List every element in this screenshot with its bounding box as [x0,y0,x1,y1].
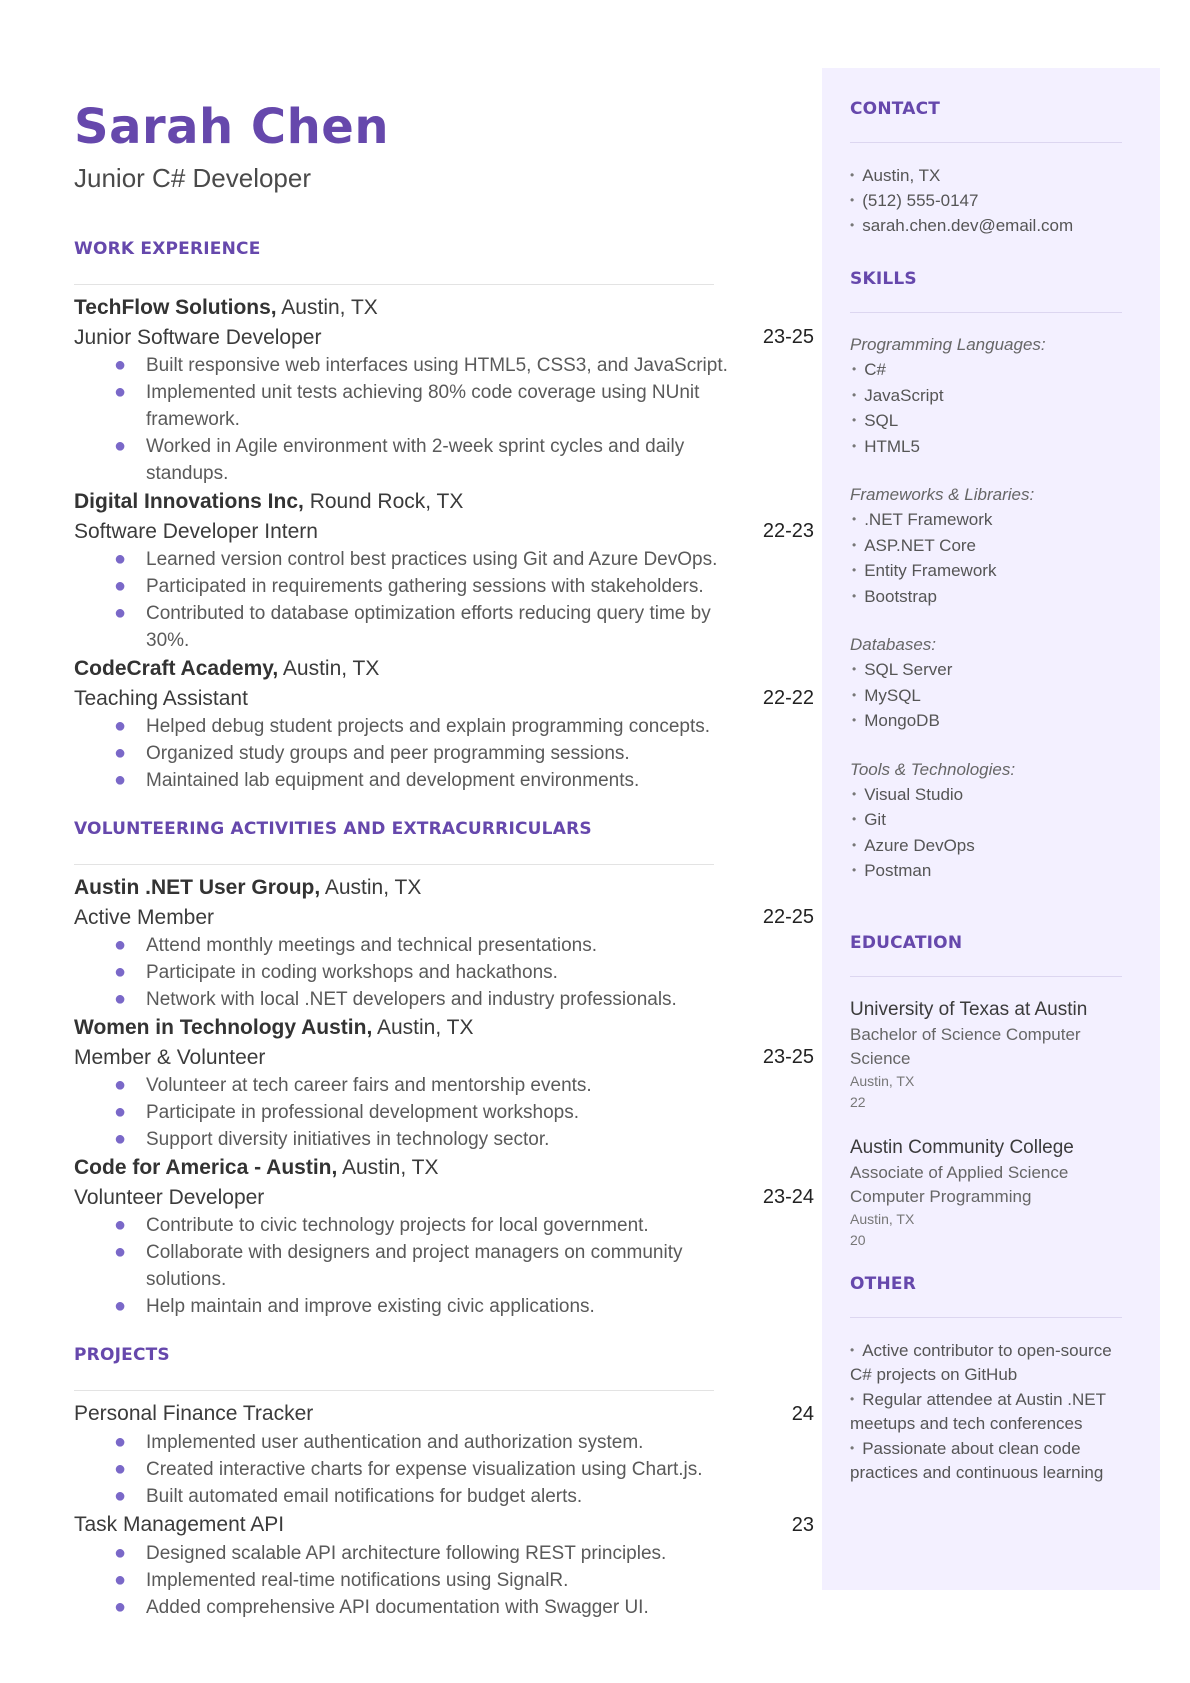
small-dot-icon: • [850,1391,855,1406]
project-date: 23 [791,1514,814,1536]
experience-entry [74,1153,814,1320]
project-name: Task Management API [74,1513,285,1536]
bullet-item [74,1483,754,1510]
other-item [850,1338,1124,1387]
bullet-item [74,1293,754,1320]
skill-text: C# [864,360,886,379]
degree: Bachelor of Science Computer Science [850,1024,1081,1068]
role-title: Member & Volunteer [74,1046,266,1069]
bullet-item [74,379,754,433]
bullet-text: Participate in coding workshops and hackathons. [146,962,558,983]
skill-item [850,357,1124,383]
divider [74,1390,714,1391]
skill-text: Bootstrap [864,586,937,606]
bullet-item [74,1239,754,1293]
bullet-dot-icon: ● [114,1485,127,1507]
experience-entry [74,1013,814,1153]
bullet-dot-icon: ● [114,1458,127,1480]
date-range: 22-25 [762,906,814,928]
small-dot-icon: • [852,362,857,376]
contact-item [850,188,1124,213]
skill-text: Git [864,810,886,829]
skill-category: Frameworks & Libraries: [850,485,1035,504]
bullet-text: Contribute to civic technology projects for local government. [146,1215,649,1236]
divider [850,312,1122,313]
bullet-dot-icon: ● [114,769,127,791]
section-heading: PROJECTS [74,1345,170,1365]
skill-group [850,633,1124,734]
degree: Associate of Applied Science Computer Programming [850,1162,1069,1206]
role-row [74,1043,814,1072]
company-location: Austin, TX [324,876,422,899]
bullet-item [74,1072,754,1099]
company-name: Women in Technology Austin, [74,1016,373,1039]
divider [850,976,1122,977]
skill-group [850,758,1124,884]
divider [850,142,1122,143]
bullet-dot-icon: ● [114,354,127,376]
bullet-list [74,932,814,1013]
role-row [74,903,814,932]
divider [74,864,714,865]
skill-item [850,558,1124,584]
small-dot-icon: • [852,786,857,801]
bullet-item [74,433,754,487]
skill-text: Visual Studio [864,784,964,804]
small-dot-icon: • [852,512,857,526]
small-dot-icon: • [852,687,857,702]
bullet-text: Learned version control best practices using Git and Azure DevOps. [146,549,718,570]
role-title: Volunteer Developer [74,1186,265,1209]
bullet-dot-icon: ● [114,548,127,570]
small-dot-icon: • [852,413,857,427]
bullet-list [74,546,814,654]
bullet-item [74,1567,754,1594]
bullet-dot-icon: ● [114,1431,127,1453]
contact-text: (512) 555-0147 [862,191,979,210]
bullet-item [74,767,754,794]
volunteering-section [74,818,814,1320]
company-location: Round Rock, TX [309,490,464,513]
bullet-item [74,1099,754,1126]
education-section [850,932,1124,1251]
date-range: 23-24 [762,1186,814,1208]
project-name: Personal Finance Tracker [74,1402,314,1425]
education-location: Austin, TX [850,1210,915,1227]
bullet-item [74,1540,754,1567]
section-heading: OTHER [850,1273,916,1294]
divider [850,1317,1122,1318]
bullet-item [74,1126,754,1153]
small-dot-icon: • [852,537,857,552]
skill-item [850,807,1124,833]
bullet-dot-icon: ● [114,961,127,983]
bullet-text: Worked in Agile environment with 2-week sprint cycles and daily standups. [146,436,685,484]
project-entry [74,1399,814,1510]
skill-text: JavaScript [864,385,944,405]
bullet-item [74,1212,754,1239]
bullet-text: Contributed to database optimization efforts reducing query time by 30%. [146,603,711,651]
small-dot-icon: • [852,863,857,877]
skill-text: SQL Server [864,660,953,679]
work-experience-section [74,238,814,794]
bullet-item [74,352,754,379]
role-title: Teaching Assistant [74,687,248,710]
skill-group [850,333,1124,459]
bullet-list [74,1212,814,1320]
entry-heading [74,873,814,903]
skills-section [850,268,1124,884]
skill-text: Azure DevOps [864,835,975,855]
skill-text: Postman [864,861,932,880]
company-location: Austin, TX [376,1016,474,1039]
entry-heading [74,654,814,684]
role-title: Junior Software Developer [74,326,322,349]
skill-item [850,408,1124,434]
main-column [74,96,814,1621]
skill-text: SQL [864,411,899,430]
skill-category: Programming Languages: [850,335,1046,354]
bullet-dot-icon: ● [114,1241,127,1263]
bullet-dot-icon: ● [114,1295,127,1317]
bullet-dot-icon: ● [114,435,127,457]
role-title: Software Developer Intern [74,520,318,543]
sidebar [822,68,1160,1590]
bullet-text: Collaborate with designers and project managers on community solutions. [146,1242,683,1290]
education-year: 20 [850,1231,866,1248]
bullet-dot-icon: ● [114,1101,127,1123]
bullet-text: Built automated email notifications for budget alerts. [146,1486,583,1507]
company-name: Code for America - Austin, [74,1156,338,1179]
project-entry [74,1510,814,1621]
other-text: Passionate about clean code practices and continuous learning [850,1438,1104,1482]
small-dot-icon: • [850,218,855,232]
education-entry [850,1135,1124,1251]
bullet-item [74,600,754,654]
bullet-text: Volunteer at tech career fairs and mentorship events. [146,1075,592,1096]
bullet-item [74,1456,754,1483]
company-location: Austin, TX [281,296,378,319]
date-range: 23-25 [762,1046,814,1068]
skill-item [850,383,1124,409]
skill-text: ASP.NET Core [864,535,977,555]
role-title: Active Member [74,906,215,929]
section-heading: CONTACT [850,99,941,119]
section-heading: SKILLS [850,269,917,289]
school-name: University of Texas at Austin [850,998,1088,1020]
date-range: 22-23 [762,520,814,542]
skill-group [850,483,1124,609]
skill-item [850,434,1124,460]
skill-item [850,782,1124,808]
bullet-text: Attend monthly meetings and technical presentations. [146,935,597,956]
bullet-text: Implemented user authentication and authorization system. [146,1432,644,1453]
job-title: Junior C# Developer [74,163,312,193]
skill-item [850,533,1124,559]
bullet-list [74,1540,814,1621]
project-heading [74,1510,814,1540]
bullet-item [74,546,754,573]
entry-heading [74,1153,814,1183]
candidate-name: Sarah Chen [74,99,390,155]
small-dot-icon: • [850,1342,855,1357]
bullet-text: Added comprehensive API documentation with Swagger UI. [146,1597,649,1618]
contact-section [850,98,1124,238]
other-text: Regular attendee at Austin .NET meetups and tech conferences [850,1389,1106,1433]
bullet-item [74,740,754,767]
small-dot-icon: • [852,662,857,676]
bullet-dot-icon: ● [114,381,127,403]
role-row [74,517,814,546]
date-range: 23-25 [762,326,814,348]
skill-category: Tools & Technologies: [850,759,1016,779]
other-item [850,1436,1124,1485]
bullet-dot-icon: ● [114,602,127,624]
bullet-list [74,1429,814,1510]
bullet-list [74,1072,814,1153]
other-text: Active contributor to open-source C# projects on GitHub [850,1340,1112,1384]
skill-item [850,507,1124,533]
bullet-item [74,1429,754,1456]
bullet-dot-icon: ● [114,715,127,737]
small-dot-icon: • [852,387,857,402]
bullet-text: Designed scalable API architecture following REST principles. [146,1543,667,1564]
small-dot-icon: • [850,1440,855,1455]
bullet-text: Organized study groups and peer programming sessions. [146,743,630,764]
contact-item [850,163,1124,188]
bullet-dot-icon: ● [114,1128,127,1150]
entry-heading [74,487,814,517]
project-date: 24 [791,1403,814,1425]
bullet-item [74,1594,754,1621]
bullet-item [74,959,754,986]
entry-heading [74,1013,814,1043]
bullet-text: Participate in professional development workshops. [146,1102,580,1123]
experience-entry [74,654,814,794]
bullet-item [74,932,754,959]
school-name: Austin Community College [850,1136,1074,1158]
contact-item [850,213,1124,238]
contact-text: Austin, TX [862,166,941,185]
bullet-dot-icon: ● [114,934,127,956]
experience-entry [74,293,814,487]
skill-category: Databases: [850,635,936,654]
section-heading: VOLUNTEERING ACTIVITIES AND EXTRACURRICULARS [74,819,592,839]
projects-section [74,1344,814,1621]
skill-text: Entity Framework [864,561,997,580]
divider [74,284,714,285]
company-location: Austin, TX [282,657,380,680]
other-item [850,1387,1124,1436]
bullet-text: Support diversity initiatives in technology sector. [146,1129,550,1150]
company-name: TechFlow Solutions, [74,296,277,319]
bullet-dot-icon: ● [114,575,127,597]
bullet-text: Implemented real-time notifications using SignalR. [146,1570,569,1591]
small-dot-icon: • [852,713,857,727]
other-section [850,1273,1124,1485]
project-heading [74,1399,814,1429]
company-location: Austin, TX [342,1156,439,1179]
bullet-text: Built responsive web interfaces using HTML5, CSS3, and JavaScript. [146,355,728,376]
contact-text: sarah.chen.dev@email.com [862,216,1074,235]
role-row [74,323,814,352]
skill-item [850,708,1124,734]
bullet-list [74,352,814,487]
section-heading: EDUCATION [850,932,963,953]
skill-item [850,584,1124,610]
skill-text: MongoDB [864,711,940,730]
small-dot-icon: • [852,438,857,453]
small-dot-icon: • [852,588,857,603]
skill-text: .NET Framework [864,510,993,529]
small-dot-icon: • [850,168,855,182]
bullet-text: Participated in requirements gathering sessions with stakeholders. [146,576,704,597]
small-dot-icon: • [850,193,855,207]
bullet-text: Implemented unit tests achieving 80% code coverage using NUnit framework. [146,382,700,430]
role-row [74,1183,814,1212]
small-dot-icon: • [852,563,857,577]
bullet-dot-icon: ● [114,1569,127,1591]
experience-entry [74,487,814,654]
experience-entry [74,873,814,1013]
bullet-text: Help maintain and improve existing civic applications. [146,1296,595,1317]
small-dot-icon: • [852,837,857,852]
skill-text: MySQL [864,685,921,705]
education-entry [850,997,1124,1113]
skill-item [850,683,1124,709]
bullet-item [74,713,754,740]
skill-item [850,657,1124,683]
bullet-dot-icon: ● [114,988,127,1010]
date-range: 22-22 [762,687,814,709]
bullet-list [74,713,814,794]
entry-heading [74,293,814,323]
skill-item [850,833,1124,859]
bullet-dot-icon: ● [114,1542,127,1564]
bullet-text: Helped debug student projects and explain programming concepts. [146,716,711,737]
bullet-dot-icon: ● [114,1074,127,1096]
bullet-dot-icon: ● [114,1596,127,1618]
role-row [74,684,814,713]
section-heading: WORK EXPERIENCE [74,239,261,259]
bullet-dot-icon: ● [114,1214,127,1236]
company-name: CodeCraft Academy, [74,657,279,680]
bullet-text: Network with local .NET developers and industry professionals. [146,989,677,1010]
bullet-item [74,573,754,600]
bullet-text: Maintained lab equipment and development environments. [146,770,640,791]
skill-text: HTML5 [864,436,920,456]
education-year: 22 [850,1093,866,1110]
company-name: Digital Innovations Inc, [74,490,304,513]
education-location: Austin, TX [850,1072,915,1089]
bullet-item [74,986,754,1013]
skill-item [850,858,1124,884]
company-name: Austin .NET User Group, [74,876,321,899]
bullet-text: Created interactive charts for expense visualization using Chart.js. [146,1459,703,1480]
small-dot-icon: • [852,812,857,826]
bullet-dot-icon: ● [114,742,127,764]
